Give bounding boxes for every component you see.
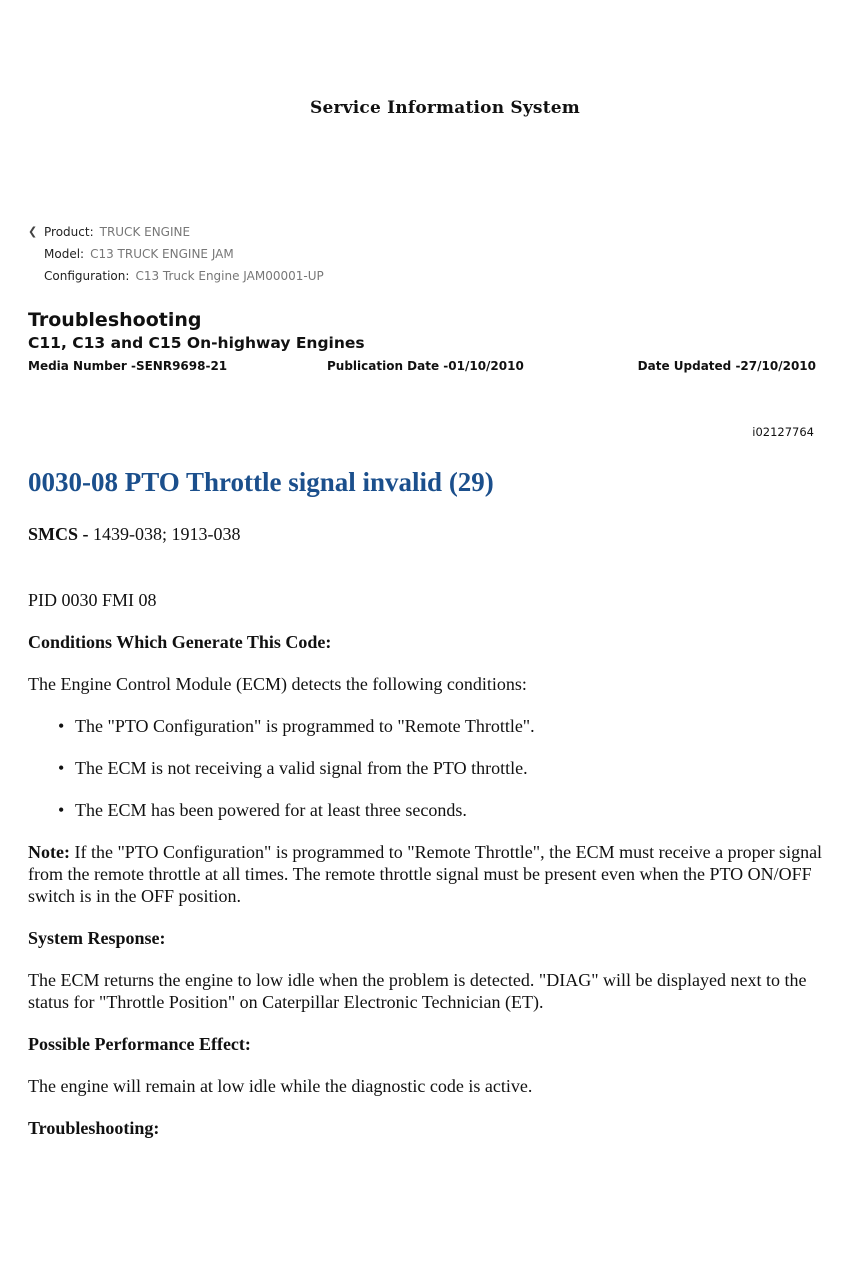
model-row [28, 243, 324, 265]
smcs-label: SMCS - [28, 524, 94, 544]
system-response-text: The ECM returns the engine to low idle when the problem is detected. "DIAG" will be displayed next to the status for "Throttle Position" on Caterpillar Electronic Technician (ET). [28, 970, 807, 1012]
list-item: • The ECM has been powered for at least three seconds. [28, 799, 823, 821]
smcs-line [28, 523, 823, 545]
configuration-row [28, 265, 324, 287]
performance-text: The engine will remain at low idle while the diagnostic code is active. [28, 1076, 533, 1096]
article-body [28, 464, 823, 1159]
model-value: C13 TRUCK ENGINE JAM [90, 247, 234, 261]
configuration-label: Configuration: [44, 269, 130, 283]
product-value: TRUCK ENGINE [99, 225, 191, 239]
list-item: • The "PTO Configuration" is programmed to "Remote Throttle". [28, 715, 823, 737]
conditions-heading: Conditions Which Generate This Code: [28, 632, 332, 652]
performance-heading: Possible Performance Effect: [28, 1034, 251, 1054]
note-text: If the "PTO Configuration" is programmed to "Remote Throttle", the ECM must receive a proper signal from the remote throttle at all times. The remote throttle signal must be present even when the PTO ON/OFF switch is in the OFF position. [28, 842, 823, 906]
publication-info [28, 359, 816, 373]
troubleshooting-heading: Troubleshooting: [28, 1118, 160, 1138]
page-title: Service Information System [310, 98, 580, 118]
smcs-value: 1439-038; 1913-038 [93, 524, 241, 544]
document-id: i02127764 [752, 425, 814, 439]
chevron-left-icon[interactable]: ❮ [28, 225, 38, 238]
note-paragraph [28, 841, 823, 907]
product-label: Product: [44, 225, 94, 239]
product-info [28, 221, 324, 287]
note-label: Note: [28, 842, 70, 862]
publication-date: Publication Date -01/10/2010 [327, 359, 524, 373]
date-updated: Date Updated -27/10/2010 [637, 359, 816, 373]
document-subtitle: C11, C13 and C15 On-highway Engines [28, 334, 365, 352]
document-title: Troubleshooting [28, 309, 202, 331]
configuration-value: C13 Truck Engine JAM00001-UP [135, 269, 324, 283]
model-label: Model: [44, 247, 85, 261]
system-response-heading: System Response: [28, 928, 166, 948]
media-number: Media Number -SENR9698-21 [28, 359, 228, 373]
document-header [28, 308, 365, 354]
product-row [28, 221, 324, 243]
conditions-intro: The Engine Control Module (ECM) detects the following conditions: [28, 674, 527, 694]
list-item: • The ECM is not receiving a valid signal from the PTO throttle. [28, 757, 823, 779]
pid-line: PID 0030 FMI 08 [28, 590, 157, 610]
article-heading: 0030-08 PTO Throttle signal invalid (29) [28, 467, 494, 497]
conditions-list [28, 715, 823, 821]
